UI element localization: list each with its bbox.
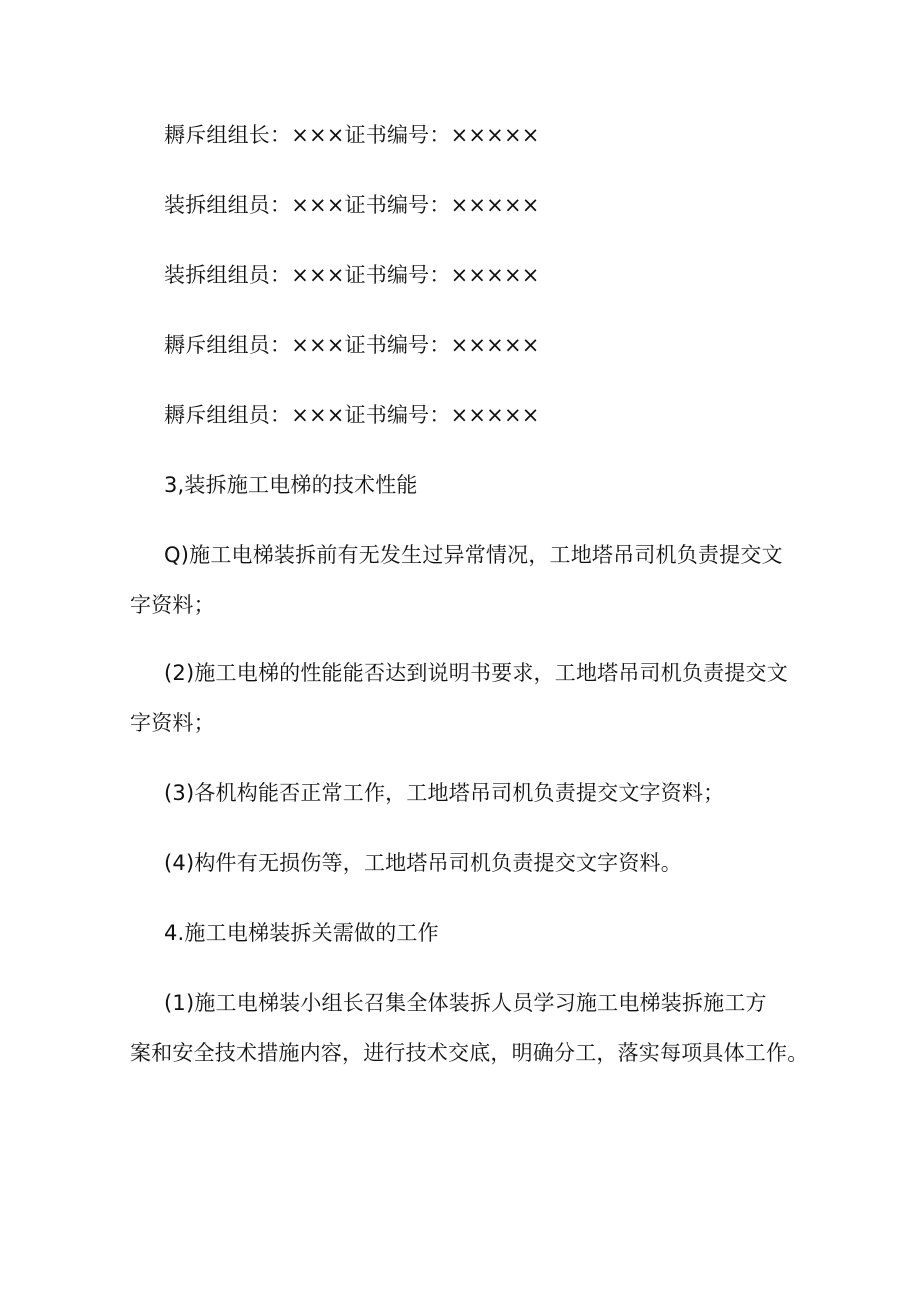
section-3-item-2-line-1: (2)施工电梯的性能能否达到说明书要求，工地塔吊司机负责提交文 <box>164 661 788 685</box>
roster-line-member: 耨斥组组员：×××证书编号：××××× <box>164 333 540 357</box>
section-4-item-1-line-2: 案和安全技术措施内容，进行技术交底，明确分工，落实每项具体工作。 <box>130 1041 809 1065</box>
section-3-item-3: (3)各机构能否正常工作，工地塔吊司机负责提交文字资料； <box>164 781 725 805</box>
section-4-heading: 4.施工电梯装拆关需做的工作 <box>164 921 439 945</box>
section-4-item-1-line-1: (1)施工电梯装小组长召集全体装拆人员学习施工电梯装拆施工方 <box>164 991 767 1015</box>
roster-line-member: 装拆组组员：×××证书编号：××××× <box>164 193 540 217</box>
section-3-item-1-line-2: 字资料； <box>130 593 215 617</box>
roster-line-leader: 耨斥组组长：×××证书编号：××××× <box>164 123 540 147</box>
section-3-heading: 3,装拆施工电梯的技术性能 <box>164 473 418 497</box>
section-3-item-4: (4)构件有无损伤等，工地塔吊司机负责提交文字资料。 <box>164 851 682 875</box>
section-3-item-2-line-2: 字资料； <box>130 711 215 735</box>
roster-line-member: 装拆组组员：×××证书编号：××××× <box>164 263 540 287</box>
roster-line-member: 耨斥组组员：×××证书编号：××××× <box>164 403 540 427</box>
section-3-item-1-line-1: Q)施工电梯装拆前有无发生过异常情况，工地塔吊司机负责提交文 <box>164 543 783 567</box>
